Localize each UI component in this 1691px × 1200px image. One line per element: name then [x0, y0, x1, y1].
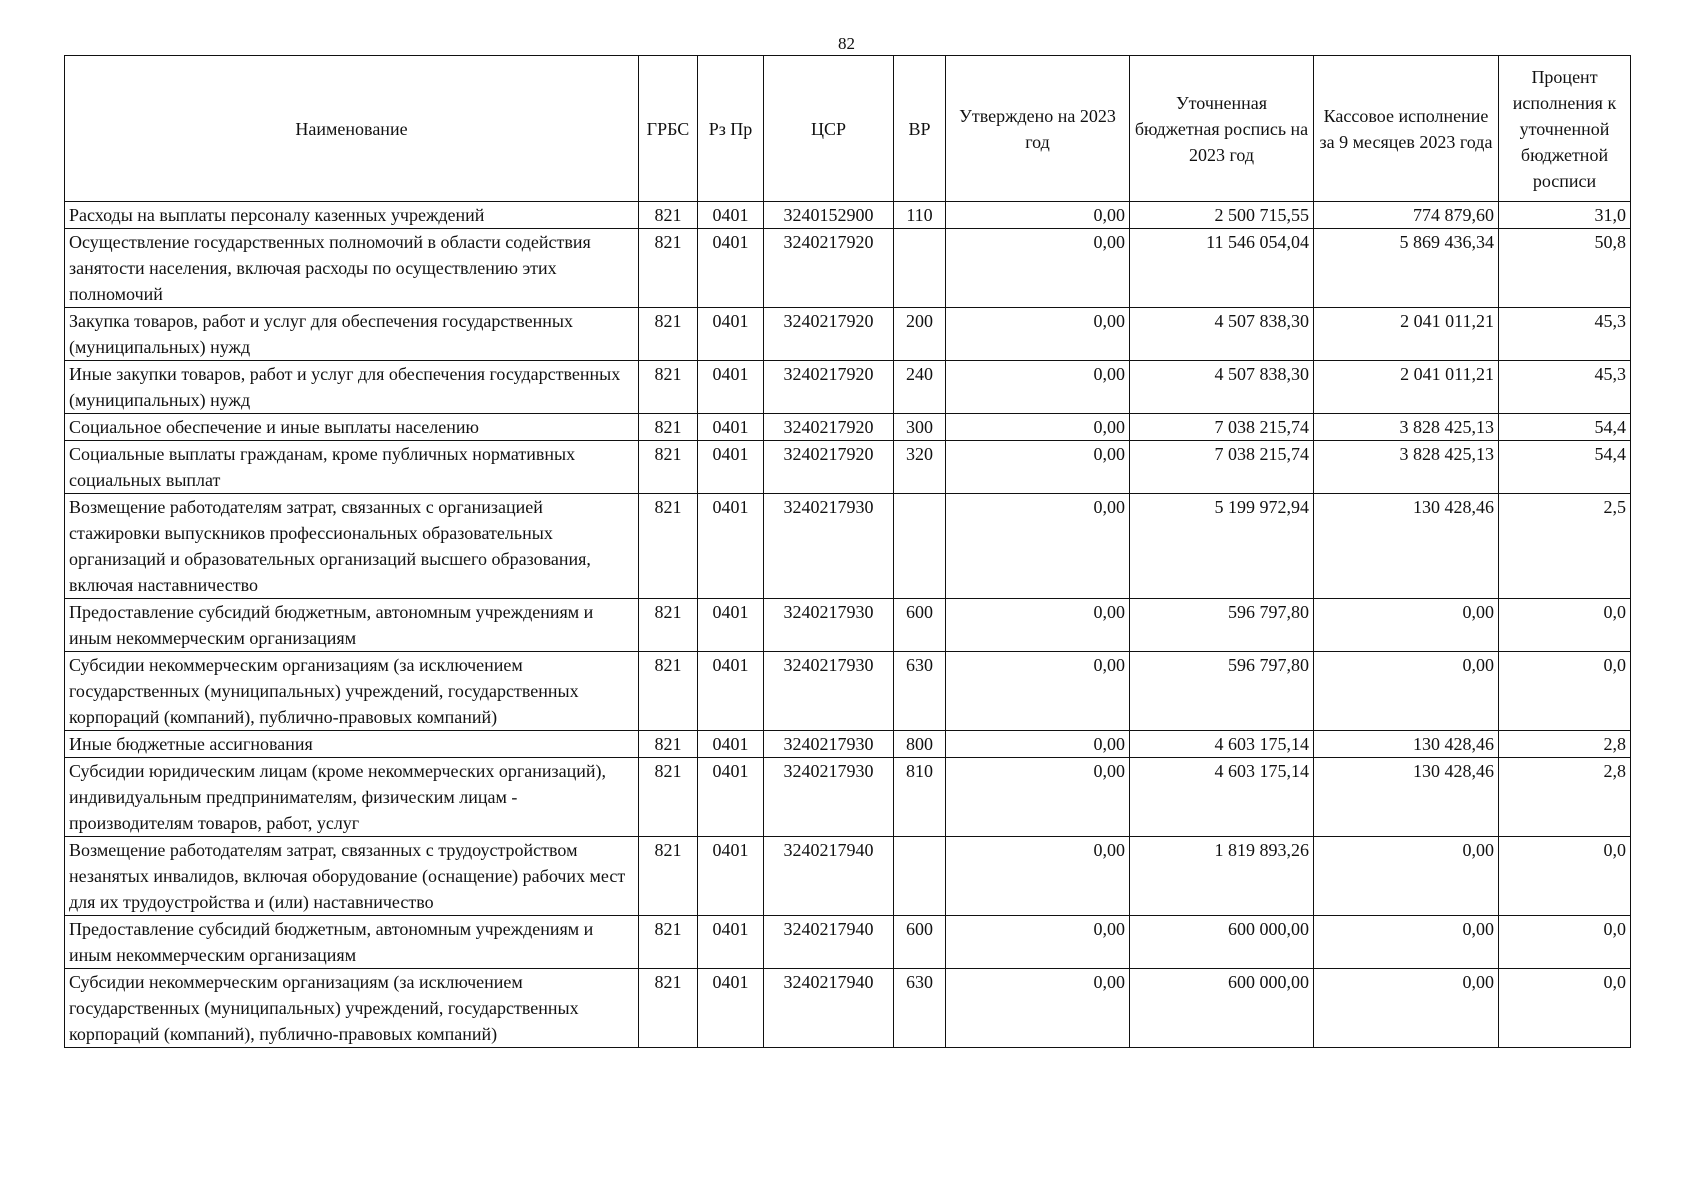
col-header-vr: ВР	[894, 56, 946, 202]
cell-vr: 110	[894, 202, 946, 229]
cell-name: Закупка товаров, работ и услуг для обеспечения государственных (муниципальных) нужд	[65, 308, 639, 361]
cell-csr: 3240217930	[764, 599, 894, 652]
table-row	[65, 441, 1631, 494]
cell-approved: 0,00	[946, 308, 1130, 361]
cell-percent: 2,8	[1499, 731, 1631, 758]
cell-approved: 0,00	[946, 652, 1130, 731]
cell-rzpr: 0401	[698, 916, 764, 969]
cell-name: Социальные выплаты гражданам, кроме публичных нормативных социальных выплат	[65, 441, 639, 494]
cell-rzpr: 0401	[698, 758, 764, 837]
cell-csr: 3240217940	[764, 969, 894, 1048]
cell-vr: 630	[894, 652, 946, 731]
cell-approved: 0,00	[946, 758, 1130, 837]
cell-approved: 0,00	[946, 202, 1130, 229]
cell-name: Иные закупки товаров, работ и услуг для обеспечения государственных (муниципальных) нужд	[65, 361, 639, 414]
table-row	[65, 229, 1631, 308]
cell-rzpr: 0401	[698, 494, 764, 599]
cell-approved: 0,00	[946, 837, 1130, 916]
cell-cash: 0,00	[1314, 916, 1499, 969]
col-header-refined: Уточненная бюджетная роспись на 2023 год	[1130, 56, 1314, 202]
cell-approved: 0,00	[946, 361, 1130, 414]
cell-grbs: 821	[639, 414, 698, 441]
cell-grbs: 821	[639, 494, 698, 599]
cell-vr: 600	[894, 599, 946, 652]
cell-percent: 0,0	[1499, 837, 1631, 916]
cell-refined: 596 797,80	[1130, 652, 1314, 731]
cell-grbs: 821	[639, 731, 698, 758]
cell-csr: 3240217930	[764, 652, 894, 731]
cell-approved: 0,00	[946, 599, 1130, 652]
cell-approved: 0,00	[946, 916, 1130, 969]
cell-vr	[894, 494, 946, 599]
cell-rzpr: 0401	[698, 202, 764, 229]
cell-csr: 3240217920	[764, 229, 894, 308]
cell-name: Субсидии некоммерческим организациям (за исключением государственных (муниципальных) учреждений, государственных корпораций (компаний), публично-правовых компаний)	[65, 969, 639, 1048]
cell-csr: 3240217930	[764, 494, 894, 599]
cell-approved: 0,00	[946, 441, 1130, 494]
cell-cash: 774 879,60	[1314, 202, 1499, 229]
cell-approved: 0,00	[946, 229, 1130, 308]
cell-percent: 0,0	[1499, 599, 1631, 652]
cell-grbs: 821	[639, 758, 698, 837]
cell-cash: 2 041 011,21	[1314, 308, 1499, 361]
cell-name: Предоставление субсидий бюджетным, автономным учреждениям и иным некоммерческим организациям	[65, 916, 639, 969]
cell-name: Расходы на выплаты персоналу казенных учреждений	[65, 202, 639, 229]
cell-rzpr: 0401	[698, 414, 764, 441]
cell-grbs: 821	[639, 599, 698, 652]
cell-vr: 800	[894, 731, 946, 758]
cell-rzpr: 0401	[698, 837, 764, 916]
cell-grbs: 821	[639, 361, 698, 414]
cell-name: Иные бюджетные ассигнования	[65, 731, 639, 758]
cell-csr: 3240152900	[764, 202, 894, 229]
col-header-grbs: ГРБС	[639, 56, 698, 202]
cell-percent: 0,0	[1499, 652, 1631, 731]
cell-percent: 54,4	[1499, 414, 1631, 441]
cell-cash: 0,00	[1314, 652, 1499, 731]
cell-approved: 0,00	[946, 969, 1130, 1048]
budget-table	[64, 55, 1631, 1048]
cell-name: Возмещение работодателям затрат, связанных с трудоустройством незанятых инвалидов, включая оборудование (оснащение) рабочих мест для их трудоустройства и (или) наставничество	[65, 837, 639, 916]
cell-approved: 0,00	[946, 494, 1130, 599]
cell-csr: 3240217920	[764, 414, 894, 441]
cell-cash: 0,00	[1314, 969, 1499, 1048]
cell-csr: 3240217920	[764, 308, 894, 361]
cell-refined: 2 500 715,55	[1130, 202, 1314, 229]
cell-name: Возмещение работодателям затрат, связанных с организацией стажировки выпускников профессиональных образовательных организаций и образовательных организаций высшего образования, включая наставничество	[65, 494, 639, 599]
cell-csr: 3240217940	[764, 837, 894, 916]
cell-cash: 130 428,46	[1314, 758, 1499, 837]
cell-percent: 45,3	[1499, 308, 1631, 361]
table-row	[65, 652, 1631, 731]
cell-percent: 0,0	[1499, 916, 1631, 969]
cell-vr	[894, 837, 946, 916]
cell-refined: 4 507 838,30	[1130, 308, 1314, 361]
cell-percent: 45,3	[1499, 361, 1631, 414]
cell-name: Социальное обеспечение и иные выплаты населению	[65, 414, 639, 441]
cell-name: Субсидии юридическим лицам (кроме некоммерческих организаций), индивидуальным предпринимателям, физическим лицам - производителям товаров, работ, услуг	[65, 758, 639, 837]
table-row	[65, 494, 1631, 599]
col-header-percent: Процент исполнения к уточненной бюджетной росписи	[1499, 56, 1631, 202]
col-header-name: Наименование	[65, 56, 639, 202]
cell-percent: 0,0	[1499, 969, 1631, 1048]
cell-cash: 0,00	[1314, 837, 1499, 916]
cell-rzpr: 0401	[698, 229, 764, 308]
cell-rzpr: 0401	[698, 308, 764, 361]
cell-vr: 630	[894, 969, 946, 1048]
cell-grbs: 821	[639, 202, 698, 229]
cell-approved: 0,00	[946, 414, 1130, 441]
cell-cash: 130 428,46	[1314, 731, 1499, 758]
cell-rzpr: 0401	[698, 969, 764, 1048]
cell-refined: 5 199 972,94	[1130, 494, 1314, 599]
table-row	[65, 202, 1631, 229]
table-header-row	[65, 56, 1631, 202]
cell-rzpr: 0401	[698, 652, 764, 731]
cell-csr: 3240217920	[764, 361, 894, 414]
cell-cash: 2 041 011,21	[1314, 361, 1499, 414]
cell-vr: 600	[894, 916, 946, 969]
cell-refined: 596 797,80	[1130, 599, 1314, 652]
cell-grbs: 821	[639, 916, 698, 969]
cell-refined: 4 507 838,30	[1130, 361, 1314, 414]
cell-rzpr: 0401	[698, 731, 764, 758]
cell-name: Субсидии некоммерческим организациям (за исключением государственных (муниципальных) учреждений, государственных корпораций (компаний), публично-правовых компаний)	[65, 652, 639, 731]
table-row	[65, 414, 1631, 441]
cell-grbs: 821	[639, 229, 698, 308]
table-row	[65, 758, 1631, 837]
cell-vr	[894, 229, 946, 308]
cell-csr: 3240217930	[764, 758, 894, 837]
cell-cash: 0,00	[1314, 599, 1499, 652]
cell-refined: 4 603 175,14	[1130, 731, 1314, 758]
table-row	[65, 361, 1631, 414]
cell-refined: 1 819 893,26	[1130, 837, 1314, 916]
cell-grbs: 821	[639, 441, 698, 494]
cell-refined: 7 038 215,74	[1130, 441, 1314, 494]
cell-cash: 3 828 425,13	[1314, 441, 1499, 494]
cell-vr: 320	[894, 441, 946, 494]
cell-rzpr: 0401	[698, 441, 764, 494]
cell-percent: 31,0	[1499, 202, 1631, 229]
cell-refined: 4 603 175,14	[1130, 758, 1314, 837]
cell-percent: 54,4	[1499, 441, 1631, 494]
cell-grbs: 821	[639, 837, 698, 916]
cell-percent: 2,5	[1499, 494, 1631, 599]
cell-rzpr: 0401	[698, 361, 764, 414]
table-row	[65, 731, 1631, 758]
cell-cash: 3 828 425,13	[1314, 414, 1499, 441]
cell-rzpr: 0401	[698, 599, 764, 652]
cell-approved: 0,00	[946, 731, 1130, 758]
cell-csr: 3240217930	[764, 731, 894, 758]
cell-csr: 3240217920	[764, 441, 894, 494]
cell-vr: 300	[894, 414, 946, 441]
col-header-csr: ЦСР	[764, 56, 894, 202]
cell-csr: 3240217940	[764, 916, 894, 969]
col-header-cash: Кассовое исполнение за 9 месяцев 2023 года	[1314, 56, 1499, 202]
table-row	[65, 837, 1631, 916]
table-row	[65, 599, 1631, 652]
cell-refined: 11 546 054,04	[1130, 229, 1314, 308]
page-number: 82	[838, 34, 855, 53]
cell-grbs: 821	[639, 308, 698, 361]
cell-refined: 600 000,00	[1130, 969, 1314, 1048]
table-row	[65, 916, 1631, 969]
cell-cash: 5 869 436,34	[1314, 229, 1499, 308]
cell-grbs: 821	[639, 969, 698, 1048]
table-row	[65, 969, 1631, 1048]
cell-refined: 7 038 215,74	[1130, 414, 1314, 441]
cell-name: Осуществление государственных полномочий в области содействия занятости населения, включая расходы по осуществлению этих полномочий	[65, 229, 639, 308]
cell-percent: 2,8	[1499, 758, 1631, 837]
col-header-rzpr: Рз Пр	[698, 56, 764, 202]
cell-vr: 240	[894, 361, 946, 414]
cell-name: Предоставление субсидий бюджетным, автономным учреждениям и иным некоммерческим организациям	[65, 599, 639, 652]
cell-vr: 200	[894, 308, 946, 361]
cell-grbs: 821	[639, 652, 698, 731]
cell-percent: 50,8	[1499, 229, 1631, 308]
col-header-approved: Утверждено на 2023 год	[946, 56, 1130, 202]
cell-vr: 810	[894, 758, 946, 837]
table-row	[65, 308, 1631, 361]
cell-cash: 130 428,46	[1314, 494, 1499, 599]
cell-refined: 600 000,00	[1130, 916, 1314, 969]
